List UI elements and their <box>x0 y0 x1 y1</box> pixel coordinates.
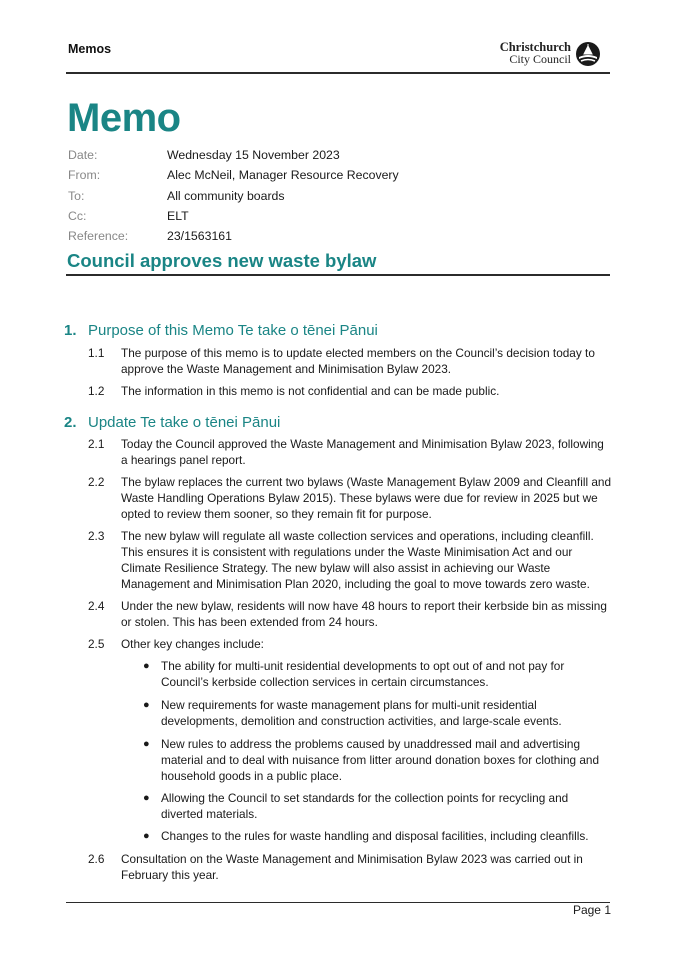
logo-line-1: Christchurch <box>499 40 571 54</box>
paragraph-text: The bylaw replaces the current two bylaws (Waste Management Bylaw 2009 and Cleanfill and Waste Handling Operations Bylaw 2015). These bylaws were due for review in 2025 but we opted to review them sooner, so they remain fit for purpose. <box>121 475 612 521</box>
meta-row-to <box>68 186 399 206</box>
section-title: Update Te take o tēnei Pānui <box>88 414 281 431</box>
council-logo <box>497 41 601 67</box>
logo-wordmark <box>500 41 571 65</box>
paragraph-text: Today the Council approved the Waste Management and Minimisation Bylaw 2023, following a hearings panel report. <box>121 437 604 467</box>
running-header: Memos <box>68 42 112 56</box>
meta-value: ELT <box>167 209 189 224</box>
meta-label: Reference: <box>68 229 129 244</box>
list-item <box>143 697 613 729</box>
list-item <box>143 790 613 822</box>
meta-value: 23/1563161 <box>167 229 232 244</box>
meta-row-reference <box>68 226 399 246</box>
memo-title: Memo <box>67 96 181 140</box>
paragraph-text: Under the new bylaw, residents will now have 48 hours to report their kerbside bin as missing or stolen. This has been extended from 24 hours. <box>121 599 607 629</box>
list-item-text: Changes to the rules for waste handling and disposal facilities, including cleanfills. <box>161 829 589 843</box>
cathedral-emblem-icon <box>575 41 601 67</box>
section-number: 1. <box>64 322 77 339</box>
paragraph-text: The purpose of this memo is to update elected members on the Council’s decision today to approve the Waste Management and Minimisation Bylaw 2023. <box>121 346 595 376</box>
meta-row-cc <box>68 206 399 226</box>
list-item <box>143 736 613 784</box>
subject-divider <box>66 274 610 276</box>
list-item-text: Allowing the Council to set standards for the collection points for recycling and diverted materials. <box>161 791 569 821</box>
paragraph-number: 2.4 <box>88 599 105 613</box>
footer-divider <box>66 902 610 903</box>
list-item <box>143 828 613 844</box>
paragraph <box>88 436 613 468</box>
paragraph-text: The new bylaw will regulate all waste collection services and operations, including cleanfill. This ensures it is consistent with regulations under the Waste Minimisation Act and our Climate Resilience Strategy. The new bylaw will also assist in achieving our Waste Management and Minimisation Plan 2020, including the goal to move towards zero waste. <box>121 529 594 591</box>
meta-label: To: <box>68 188 85 203</box>
meta-row-date <box>68 145 399 165</box>
list-item-text: New requirements for waste management plans for multi-unit residential developments, demolition and construction activities, and large-scale events. <box>161 698 562 728</box>
section-title: Purpose of this Memo Te take o tēnei Pānui <box>88 322 378 339</box>
memo-subject: Council approves new waste bylaw <box>67 250 377 271</box>
list-item <box>143 658 613 690</box>
paragraph-text: Other key changes include: <box>121 637 264 651</box>
header-divider <box>66 72 610 74</box>
paragraph-number: 2.2 <box>88 475 105 489</box>
meta-value: All community boards <box>167 188 285 203</box>
paragraph <box>88 474 613 522</box>
paragraph-number: 2.3 <box>88 529 105 543</box>
bullet-icon: ● <box>143 830 150 842</box>
list-item-text: New rules to address the problems caused by unaddressed mail and advertising material and to deal with nuisance from litter around donation boxes for clothing and household goods in a public place. <box>161 737 600 783</box>
meta-row-from <box>68 165 399 185</box>
meta-value: Alec McNeil, Manager Resource Recovery <box>167 168 399 183</box>
paragraph <box>88 383 613 399</box>
bullet-icon: ● <box>143 738 150 750</box>
bullet-icon: ● <box>143 792 150 804</box>
paragraph-text: Consultation on the Waste Management and Minimisation Bylaw 2023 was carried out in February this year. <box>121 852 583 882</box>
list-item-text: The ability for multi-unit residential developments to opt out of and not pay for Council’s kerbside collection services in certain circumstances. <box>161 659 565 689</box>
paragraph-number: 1.1 <box>88 346 105 360</box>
meta-label: Cc: <box>68 209 87 224</box>
section-number: 2. <box>64 414 77 431</box>
bullet-icon: ● <box>143 699 150 711</box>
paragraph <box>88 528 613 592</box>
section-heading-update <box>64 414 280 432</box>
paragraph <box>88 598 613 630</box>
paragraph <box>88 636 613 652</box>
logo-line-2: City Council <box>509 52 571 66</box>
memo-meta-table <box>68 145 399 246</box>
page-number: Page 1 <box>572 903 611 917</box>
meta-label: From: <box>68 168 101 183</box>
meta-value: Wednesday 15 November 2023 <box>167 148 340 163</box>
section-heading-purpose <box>64 322 378 340</box>
paragraph <box>88 851 613 883</box>
bullet-icon: ● <box>143 660 150 672</box>
paragraph-number: 2.1 <box>88 437 105 451</box>
paragraph-number: 2.6 <box>88 852 105 866</box>
paragraph-number: 2.5 <box>88 637 105 651</box>
paragraph <box>88 345 613 377</box>
meta-label: Date: <box>68 148 98 163</box>
paragraph-text: The information in this memo is not confidential and can be made public. <box>121 384 500 398</box>
paragraph-number: 1.2 <box>88 384 105 398</box>
